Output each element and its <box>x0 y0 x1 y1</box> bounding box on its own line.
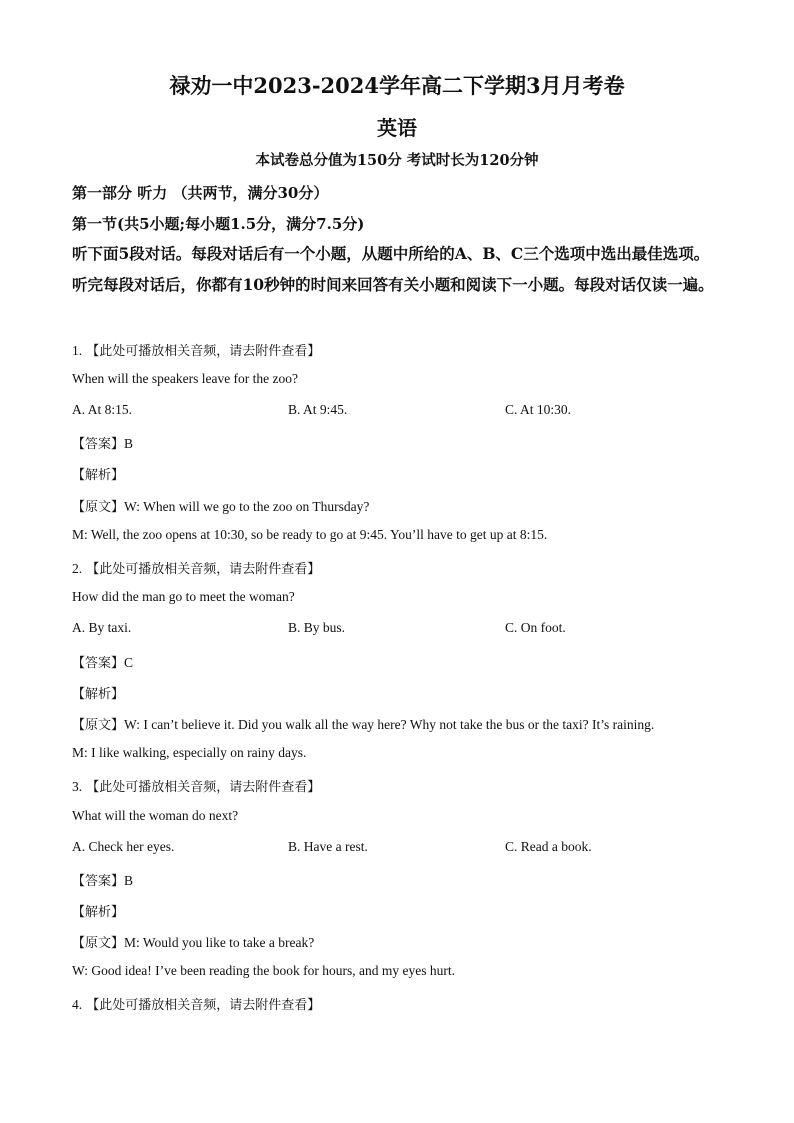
option-a: A. Check her eyes. <box>72 839 175 854</box>
section-heading: 第一节(共5小题;每小题1.5分，满分7.5分) <box>72 215 365 233</box>
answer-line <box>72 652 133 671</box>
answer-label: 【答案】 <box>72 656 125 671</box>
question-1-audio <box>72 340 320 359</box>
question-number: 1. <box>72 343 83 358</box>
answer-value: B <box>124 873 134 888</box>
part-heading: 第一部分 听力 （共两节，满分30分） <box>72 184 329 202</box>
question-3-text: What will the woman do next? <box>72 808 239 823</box>
original-label: 【原文】 <box>72 718 125 733</box>
instructions: 听下面5段对话。每段对话后有一个小题，从题中所给的A、B、C三个选项中选出最佳选项。听完每段对话后，你都有10秒钟的时间来回答有关小题和阅读下一小题。每段对话仅读一遍。 <box>72 244 714 294</box>
question-2-audio <box>72 558 320 577</box>
option-b: B. By bus. <box>288 620 346 635</box>
analysis-label: 【解析】 <box>72 687 125 702</box>
original-text: M: Would you like to take a break? <box>124 935 315 950</box>
option-c: C. On foot. <box>505 620 566 635</box>
audio-note: 【此处可播放相关音频，请去附件查看】 <box>86 562 321 577</box>
answer-label: 【答案】 <box>72 874 125 889</box>
answer-line <box>72 870 133 889</box>
subject-title: 英语 <box>377 116 417 140</box>
exam-title: 禄劝一中2023-2024学年高二下学期3月月考卷 <box>169 73 625 98</box>
answer-value: C <box>124 655 134 670</box>
option-c: C. At 10:30. <box>505 402 572 417</box>
reply-text: W: Good idea! I’ve been reading the book for hours, and my eyes hurt. <box>72 963 456 978</box>
original-line <box>72 932 314 951</box>
reply-text: M: Well, the zoo opens at 10:30, so be ready to go at 9:45. You’ll have to get up at 8:15. <box>72 527 548 542</box>
original-text: W: When will we go to the zoo on Thursday? <box>124 499 370 514</box>
question-2-text: How did the man go to meet the woman? <box>72 589 295 604</box>
answer-value: B <box>124 436 134 451</box>
audio-note: 【此处可播放相关音频，请去附件查看】 <box>86 780 321 795</box>
analysis-label: 【解析】 <box>72 905 125 920</box>
question-number: 2. <box>72 561 83 576</box>
question-3-audio <box>72 776 320 795</box>
original-label: 【原文】 <box>72 936 125 951</box>
analysis-label: 【解析】 <box>72 468 125 483</box>
exam-info: 本试卷总分值为150分 考试时长为120分钟 <box>255 152 539 169</box>
original-line <box>72 496 369 515</box>
original-label: 【原文】 <box>72 500 125 515</box>
question-1-text: When will the speakers leave for the zoo? <box>72 371 299 386</box>
question-number: 3. <box>72 779 83 794</box>
question-number: 4. <box>72 997 83 1012</box>
original-line <box>72 714 654 733</box>
answer-line <box>72 433 133 452</box>
option-b: B. At 9:45. <box>288 402 348 417</box>
original-text: W: I can’t believe it. Did you walk all the way here? Why not take the bus or the taxi? It’s raining. <box>124 717 655 732</box>
question-4-audio <box>72 994 320 1013</box>
answer-label: 【答案】 <box>72 437 125 452</box>
option-a: A. By taxi. <box>72 620 132 635</box>
audio-note: 【此处可播放相关音频，请去附件查看】 <box>86 344 321 359</box>
reply-text: M: I like walking, especially on rainy days. <box>72 745 307 760</box>
option-b: B. Have a rest. <box>288 839 368 854</box>
option-c: C. Read a book. <box>505 839 592 854</box>
audio-note: 【此处可播放相关音频，请去附件查看】 <box>86 998 321 1013</box>
option-a: A. At 8:15. <box>72 402 133 417</box>
